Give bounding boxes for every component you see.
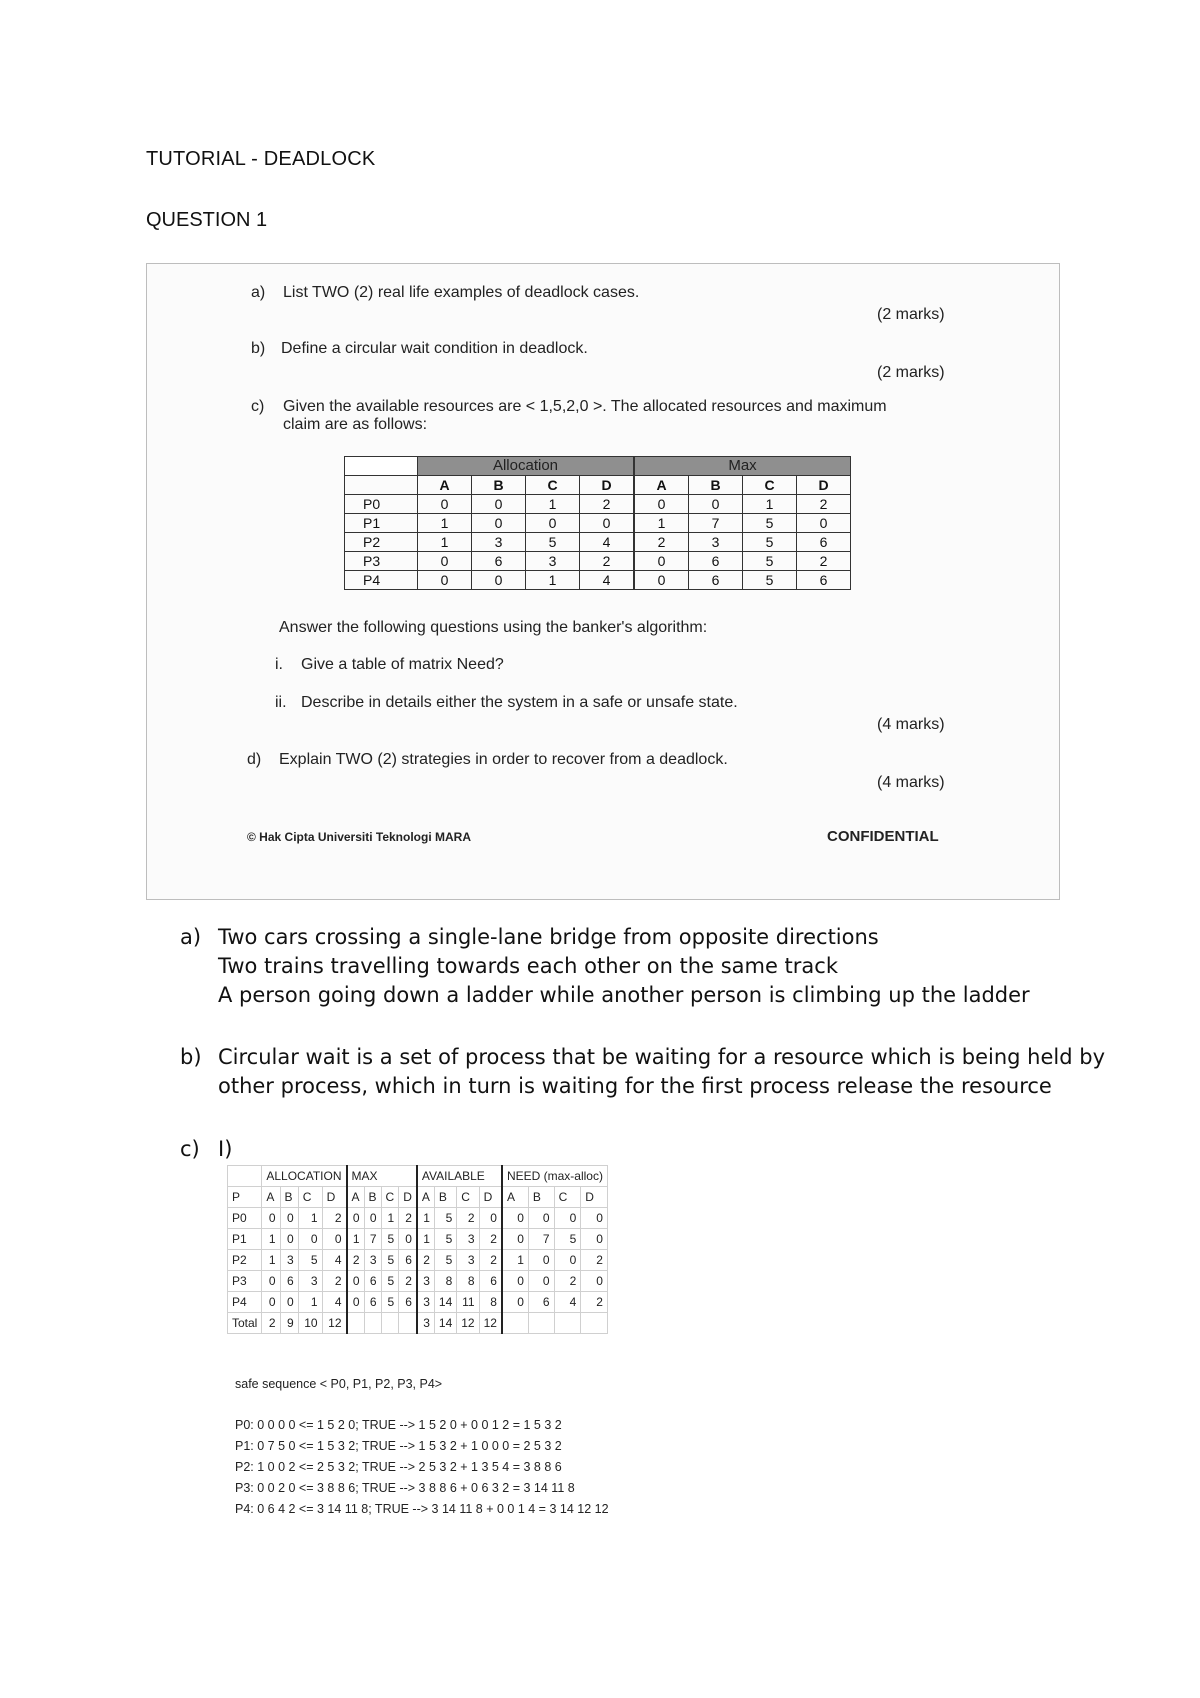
sheet-cell: 0 [280,1292,298,1313]
sheet-total-cell: 14 [434,1313,456,1334]
q-d-text: Explain TWO (2) strategies in order to recover from a deadlock. [279,751,728,768]
col-head-2: C [526,476,580,495]
sheet-total-cell: 2 [262,1313,280,1334]
table-cell: 0 [689,495,743,514]
col-head-1: B [472,476,526,495]
sheet-process-label: P4 [228,1292,262,1313]
spreadsheet-answer [227,1165,787,1545]
col-head-5: B [689,476,743,495]
table-row [345,495,851,514]
sheet-total-cell [347,1313,365,1334]
sheet-process-label: P2 [228,1250,262,1271]
table-cell: 0 [472,571,526,590]
sheet-row [228,1292,608,1313]
sheet-col-head: A [417,1187,435,1208]
sheet-cell: 0 [262,1292,280,1313]
sheet-cell: 0 [322,1229,346,1250]
sheet-total-row [228,1313,608,1334]
q-c-text1: Given the available resources are < 1,5,2,0 >. The allocated resources and maximum [283,398,887,415]
table-cell: 2 [580,495,635,514]
sheet-cell: 2 [479,1250,502,1271]
answer-c-sub: I) [218,1137,233,1161]
table-cell: 1 [526,495,580,514]
table-cell: 6 [797,533,851,552]
sheet-total-cell: 10 [298,1313,322,1334]
table-cell: 1 [526,571,580,590]
safe-sequence: safe sequence < P0, P1, P2, P3, P4> [235,1377,443,1391]
sheet-total-cell: 12 [457,1313,479,1334]
sheet-col-head: B [364,1187,381,1208]
group-header-row [228,1166,608,1187]
sheet-cell: 5 [434,1229,456,1250]
table-cell: 1 [634,514,689,533]
sheet-total-cell [528,1313,554,1334]
copyright-note: © Hak Cipta Universiti Teknologi MARA [247,830,471,844]
sheet-cell: 1 [417,1229,435,1250]
q-ii-text: Describe in details either the system in a safe or unsafe state. [301,694,738,711]
sheet-cell: 2 [417,1250,435,1271]
confidential-label: CONFIDENTIAL [827,828,939,845]
sheet-cell: 1 [298,1208,322,1229]
table-row [345,514,851,533]
sheet-cell: 8 [457,1271,479,1292]
table-cell: 2 [580,552,635,571]
sheet-cell: 0 [347,1292,365,1313]
sheet-total-cell [581,1313,608,1334]
sheet-cell: 1 [347,1229,365,1250]
sheet-col-head: A [502,1187,528,1208]
sheet-cell: 2 [322,1271,346,1292]
q-d-label: d) [247,751,262,768]
sheet-cell: 2 [347,1250,365,1271]
sheet-cell: 0 [502,1292,528,1313]
sheet-cell: 1 [381,1208,399,1229]
sheet-cell: 6 [528,1292,554,1313]
answer-intro: Answer the following questions using the banker's algorithm: [279,619,708,636]
table-cell: 0 [418,495,472,514]
sheet-cell: 6 [399,1292,417,1313]
process-label: P3 [345,552,418,571]
group-need: NEED (max-alloc) [502,1166,608,1187]
sheet-cell: 0 [298,1229,322,1250]
sheet-cell: 3 [457,1229,479,1250]
col-head-6: C [743,476,797,495]
question-heading: QUESTION 1 [146,209,268,231]
q-d-marks: (4 marks) [877,774,945,791]
sheet-cell: 0 [502,1229,528,1250]
group-allocation: ALLOCATION [262,1166,347,1187]
sheet-cell: 3 [298,1271,322,1292]
sheet-cell: 0 [581,1271,608,1292]
sheet-cell: 0 [581,1208,608,1229]
table-row [345,552,851,571]
sheet-col-head: D [322,1187,346,1208]
sheet-cell: 3 [280,1250,298,1271]
scanned-question [146,263,1060,900]
table-row [345,533,851,552]
sheet-cell: 0 [479,1208,502,1229]
table-cell: 0 [634,495,689,514]
sheet-cell: 0 [528,1208,554,1229]
sheet-cell: 3 [457,1250,479,1271]
q-a-label: a) [251,284,266,301]
table-cell: 6 [689,552,743,571]
sheet-cell: 2 [581,1250,608,1271]
sheet-cell: 0 [280,1229,298,1250]
process-label: P4 [345,571,418,590]
sheet-total-cell: 12 [322,1313,346,1334]
sheet-cell: 5 [381,1271,399,1292]
q-c-text2: claim are as follows: [283,416,428,433]
sheet-cell: 1 [262,1229,280,1250]
sheet-col-head: C [457,1187,479,1208]
sheet-cell: 0 [280,1208,298,1229]
sheet-cell: 0 [399,1229,417,1250]
sheet-process-label: P1 [228,1229,262,1250]
sheet-cell: 0 [347,1208,365,1229]
answer-b-label: b) [180,1045,202,1069]
sheet-cell: 8 [434,1271,456,1292]
need-matrix-table [227,1165,608,1334]
sheet-cell: 2 [479,1229,502,1250]
sheet-row [228,1250,608,1271]
table-cell: 5 [526,533,580,552]
step-p4: P4: 0 6 4 2 <= 3 14 11 8; TRUE --> 3 14 11 8 + 0 0 1 4 = 3 14 12 12 [235,1502,609,1516]
step-p0: P0: 0 0 0 0 <= 1 5 2 0; TRUE --> 1 5 2 0 + 0 0 1 2 = 1 5 3 2 [235,1418,562,1432]
q-b-text: Define a circular wait condition in deadlock. [281,340,588,357]
sheet-process-label: P3 [228,1271,262,1292]
sheet-cell: 0 [347,1271,365,1292]
sheet-cell: 2 [322,1208,346,1229]
answer-b-line-1: Circular wait is a set of process that be waiting for a resource which is being held by [218,1045,1106,1069]
sheet-cell: 2 [457,1208,479,1229]
sheet-cell: 6 [479,1271,502,1292]
sheet-col-head: B [280,1187,298,1208]
sheet-cell: 5 [554,1229,581,1250]
sheet-cell: 2 [399,1208,417,1229]
answer-a-label: a) [180,925,202,949]
sheet-total-cell: 3 [417,1313,435,1334]
sheet-cell: 5 [434,1208,456,1229]
table-cell: 0 [418,552,472,571]
sheet-total-cell [554,1313,581,1334]
sheet-cell: 3 [417,1271,435,1292]
sheet-cell: 0 [528,1271,554,1292]
table-cell: 1 [418,514,472,533]
column-header-row [228,1187,608,1208]
table-cell: 3 [526,552,580,571]
sheet-cell: 2 [399,1271,417,1292]
q-b-label: b) [251,340,266,357]
table-cell: 2 [634,533,689,552]
step-p1: P1: 0 7 5 0 <= 1 5 3 2; TRUE --> 1 5 3 2 + 1 0 0 0 = 2 5 3 2 [235,1439,562,1453]
q-b-marks: (2 marks) [877,364,945,381]
col-head-7: D [797,476,851,495]
sheet-row [228,1271,608,1292]
table-cell: 6 [797,571,851,590]
sheet-col-head: A [347,1187,365,1208]
sheet-cell: 5 [381,1250,399,1271]
table-cell: 5 [743,552,797,571]
table-cell: 0 [472,495,526,514]
answer-a-line-3: A person going down a ladder while another person is climbing up the ladder [218,983,1030,1007]
q-a-text: List TWO (2) real life examples of deadlock cases. [283,284,640,301]
sheet-col-head: C [554,1187,581,1208]
table-cell: 4 [580,533,635,552]
sheet-col-head: B [528,1187,554,1208]
answer-a-line-1: Two cars crossing a single-lane bridge from opposite directions [218,925,879,949]
sheet-cell: 2 [554,1271,581,1292]
allocation-max-table [344,456,851,590]
sheet-cell: 4 [554,1292,581,1313]
sheet-col-head: B [434,1187,456,1208]
sheet-col-head: C [298,1187,322,1208]
q-c-label: c) [251,398,265,415]
sheet-col-head: D [399,1187,417,1208]
max-header: Max [634,457,851,476]
q-i-label: i. [275,656,283,673]
sheet-cell: 0 [581,1229,608,1250]
table-row [345,571,851,590]
table-cell: 2 [797,495,851,514]
sheet-col-head: C [381,1187,399,1208]
col-head-0: A [418,476,472,495]
sheet-cell: 7 [364,1229,381,1250]
sheet-row [228,1208,608,1229]
column-header-row [345,476,851,495]
answer-a-line-2: Two trains travelling towards each other on the same track [218,954,839,978]
sheet-cell: 4 [322,1292,346,1313]
answer-c-label: c) [180,1137,200,1161]
sheet-cell: 5 [381,1229,399,1250]
table-cell: 0 [580,514,635,533]
sheet-cell: 5 [434,1250,456,1271]
step-p3: P3: 0 0 2 0 <= 3 8 8 6; TRUE --> 3 8 8 6 + 0 6 3 2 = 3 14 11 8 [235,1481,575,1495]
sheet-cell: 0 [528,1250,554,1271]
group-max: MAX [347,1166,417,1187]
sheet-cell: 0 [262,1271,280,1292]
table-cell: 0 [634,571,689,590]
q-a-marks: (2 marks) [877,306,945,323]
sheet-cell: 0 [502,1271,528,1292]
sheet-process-label: P0 [228,1208,262,1229]
answer-b-line-2: other process, which in turn is waiting for the first process release the resource [218,1074,1052,1098]
table-cell: 0 [797,514,851,533]
table-cell: 3 [472,533,526,552]
table-cell: 1 [743,495,797,514]
q-i-text: Give a table of matrix Need? [301,656,504,673]
table-cell: 7 [689,514,743,533]
sheet-cell: 1 [502,1250,528,1271]
table-cell: 1 [418,533,472,552]
table-cell: 0 [418,571,472,590]
table-cell: 4 [580,571,635,590]
table-cell: 6 [472,552,526,571]
allocation-header: Allocation [418,457,635,476]
sheet-cell: 5 [298,1250,322,1271]
sheet-cell: 5 [381,1292,399,1313]
sheet-cell: 11 [457,1292,479,1313]
sheet-total-cell: 12 [479,1313,502,1334]
sheet-col-head: A [262,1187,280,1208]
step-p2: P2: 1 0 0 2 <= 2 5 3 2; TRUE --> 2 5 3 2 + 1 3 5 4 = 3 8 8 6 [235,1460,562,1474]
col-head-3: D [580,476,635,495]
page-title: TUTORIAL - DEADLOCK [146,148,376,170]
sheet-cell: 6 [364,1292,381,1313]
sheet-total-cell: 9 [280,1313,298,1334]
sheet-cell: 2 [581,1292,608,1313]
group-available: AVAILABLE [417,1166,502,1187]
sheet-total-cell [399,1313,417,1334]
sheet-cell: 3 [364,1250,381,1271]
sheet-cell: 1 [298,1292,322,1313]
sheet-cell: 6 [399,1250,417,1271]
sheet-cell: 6 [364,1271,381,1292]
sheet-cell: 0 [502,1208,528,1229]
process-label: P2 [345,533,418,552]
q-ii-label: ii. [275,694,287,711]
sheet-col-head: D [479,1187,502,1208]
sheet-cell: 8 [479,1292,502,1313]
sheet-col-head: P [228,1187,262,1208]
table-cell: 5 [743,533,797,552]
sheet-total-cell [381,1313,399,1334]
process-label: P1 [345,514,418,533]
table-cell: 0 [634,552,689,571]
sheet-cell: 6 [280,1271,298,1292]
table-cell: 0 [526,514,580,533]
sheet-cell: 1 [417,1208,435,1229]
table-cell: 3 [689,533,743,552]
sheet-cell: 0 [554,1208,581,1229]
sheet-cell: 0 [364,1208,381,1229]
col-head-4: A [634,476,689,495]
table-cell: 5 [743,571,797,590]
sheet-cell: 0 [262,1208,280,1229]
sheet-total-cell [502,1313,528,1334]
process-label: P0 [345,495,418,514]
table-cell: 0 [472,514,526,533]
corner-cell [345,457,418,476]
sheet-total-cell [364,1313,381,1334]
table-cell: 6 [689,571,743,590]
table-cell: 5 [743,514,797,533]
sheet-cell: 1 [262,1250,280,1271]
sheet-cell: 7 [528,1229,554,1250]
sheet-cell: 0 [554,1250,581,1271]
q-c-marks: (4 marks) [877,716,945,733]
sheet-col-head: D [581,1187,608,1208]
sheet-cell: 4 [322,1250,346,1271]
sheet-total-cell: Total [228,1313,262,1334]
sheet-row [228,1229,608,1250]
table-cell: 2 [797,552,851,571]
sheet-cell: 3 [417,1292,435,1313]
sheet-cell: 14 [434,1292,456,1313]
